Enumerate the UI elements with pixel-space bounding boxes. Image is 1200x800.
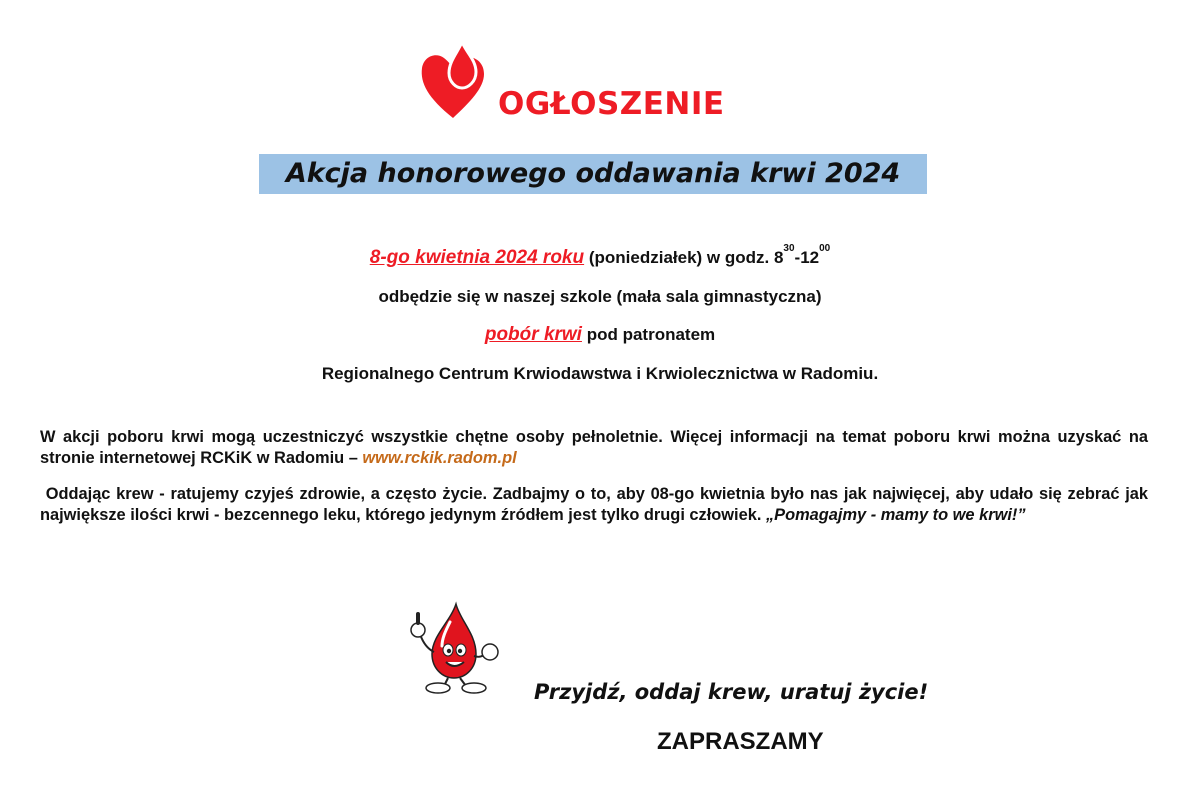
rckik-link[interactable]: www.rckik.radom.pl [362,449,517,467]
time-text: (poniedziałek) w godz. $8^{30}-12^{00}$ [588,243,831,267]
date-text: 8-go kwietnia 2024 roku [369,247,585,268]
page-subtitle: Akcja honorowego oddawania krwi 2024 [259,154,927,194]
pobor-line: pobór krwi pod patronatem [484,324,716,345]
blood-drop-mascot-icon [404,600,504,696]
motto-quote: „Pomagajmy - mamy to we krwi!” [765,506,1026,524]
date-line [0,243,1200,269]
pobor-text: pobór krwi [484,324,582,345]
slogan: Przyjdź, oddaj krew, uratuj życie! [534,680,929,704]
place-line: odbędzie się w naszej szkole (mała sala gimnastyczna) [378,287,822,306]
center-line: Regionalnego Centrum Krwiodawstwa i Krwiolecznictwa w Radomiu. [321,364,879,383]
invite-heading: ZAPRASZAMY [657,728,824,755]
page-title: OGŁOSZENIE [498,86,725,122]
info-paragraph: W akcji poboru krwi mogą uczestniczyć wszystkie chętne osoby pełnoletnie. Więcej informacji na temat poboru krwi można uzyskać na stronie internetowej RCKiK w Radomiu – www.rckik.radom.pl [40,428,1148,467]
appeal-paragraph: Oddając krew - ratujemy czyjeś zdrowie, a często życie. Zadbajmy o to, aby 08-go kwietnia było nas jak najwięcej, aby udało się zebrać jak największe ilości krwi - bezcennego leku, którego jedynym źródłem jest tylko drugi człowiek. „Pomagajmy - mamy to we krwi!” [40,485,1148,524]
heart-drop-icon [418,38,488,120]
